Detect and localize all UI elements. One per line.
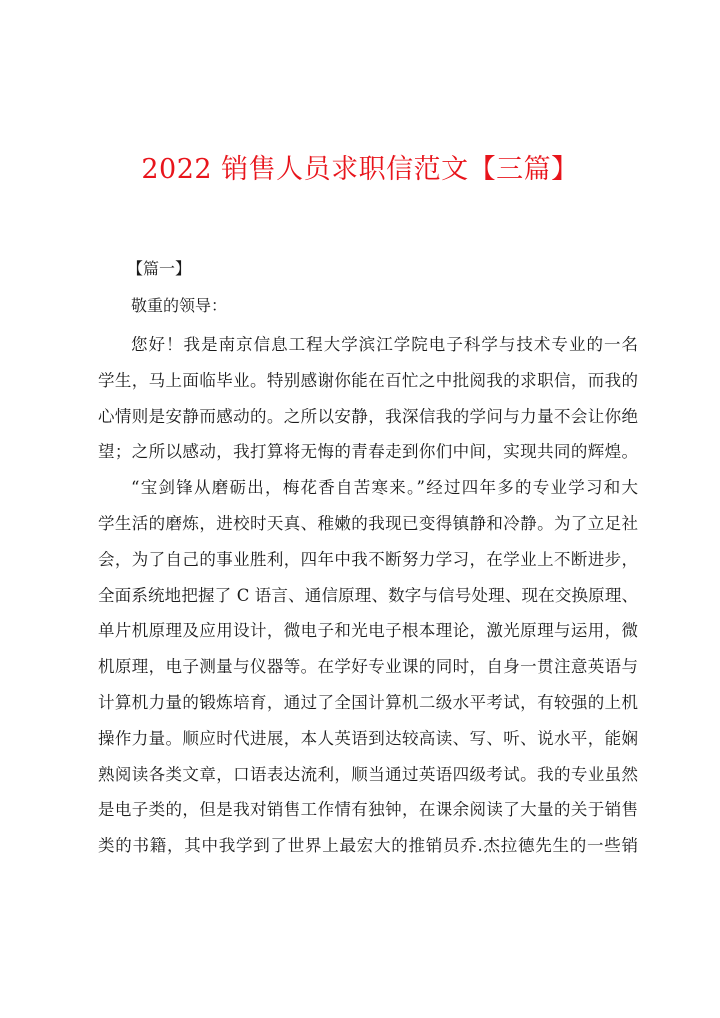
text-line: 您好！我是南京信息工程大学滨江学院电子科学与技术专业的一名 <box>131 335 638 354</box>
paragraph-1 <box>98 327 638 470</box>
salutation: 敬重的领导： <box>131 296 228 315</box>
text-line: 操作力量。顺应时代进展，本人英语到达较高读、写、听、说水平，能娴 <box>98 728 638 748</box>
text-line: 是电子类的，但是我对销售工作情有独钟，在课余阅读了大量的关于销售 <box>98 800 638 820</box>
text-line: “宝剑锋从磨砺出，梅花香自苦寒来。”经过四年多的专业学习和大 <box>131 478 638 498</box>
text-line: 机原理，电子测量与仪器等。在学好专业课的同时，自身一贯注意英语与 <box>98 657 638 677</box>
text-line: 类的书籍，其中我学到了世界上最宏大的推销员乔.杰拉德先生的一些销 <box>98 836 638 856</box>
text-line: 全面系统地把握了 C 语言、通信原理、数字与信号处理、现在交换原理、 <box>98 585 638 605</box>
text-line: 熟阅读各类文章，口语表达流利，顺当通过英语四级考试。我的专业虽然 <box>98 764 638 784</box>
text-line: 单片机原理及应用设计，微电子和光电子根本理论，激光原理与运用，微 <box>98 621 638 641</box>
text-line: 学生活的磨炼，进校时天真、稚嫩的我现已变得镇静和冷静。为了立足社 <box>98 513 638 533</box>
section-label: 【篇一】 <box>127 259 192 278</box>
text-line: 学生，马上面临毕业。特别感谢你能在百忙之中批阅我的求职信，而我的 <box>98 370 638 390</box>
document-title: 2022 销售人员求职信范文【三篇】 <box>141 154 579 185</box>
text-line: 会，为了自己的事业胜利，四年中我不断努力学习，在学业上不断进步， <box>98 549 638 569</box>
paragraph-2 <box>98 470 638 864</box>
text-line: 心情则是安静而感动的。之所以安静，我深信我的学问与力量不会让你绝 <box>98 406 638 426</box>
text-line: 望；之所以感动，我打算将无悔的青春走到你们中间，实现共同的辉煌。 <box>98 442 638 462</box>
text-line: 计算机力量的锻炼培育，通过了全国计算机二级水平考试，有较强的上机 <box>98 692 638 712</box>
letter-body <box>98 327 638 864</box>
